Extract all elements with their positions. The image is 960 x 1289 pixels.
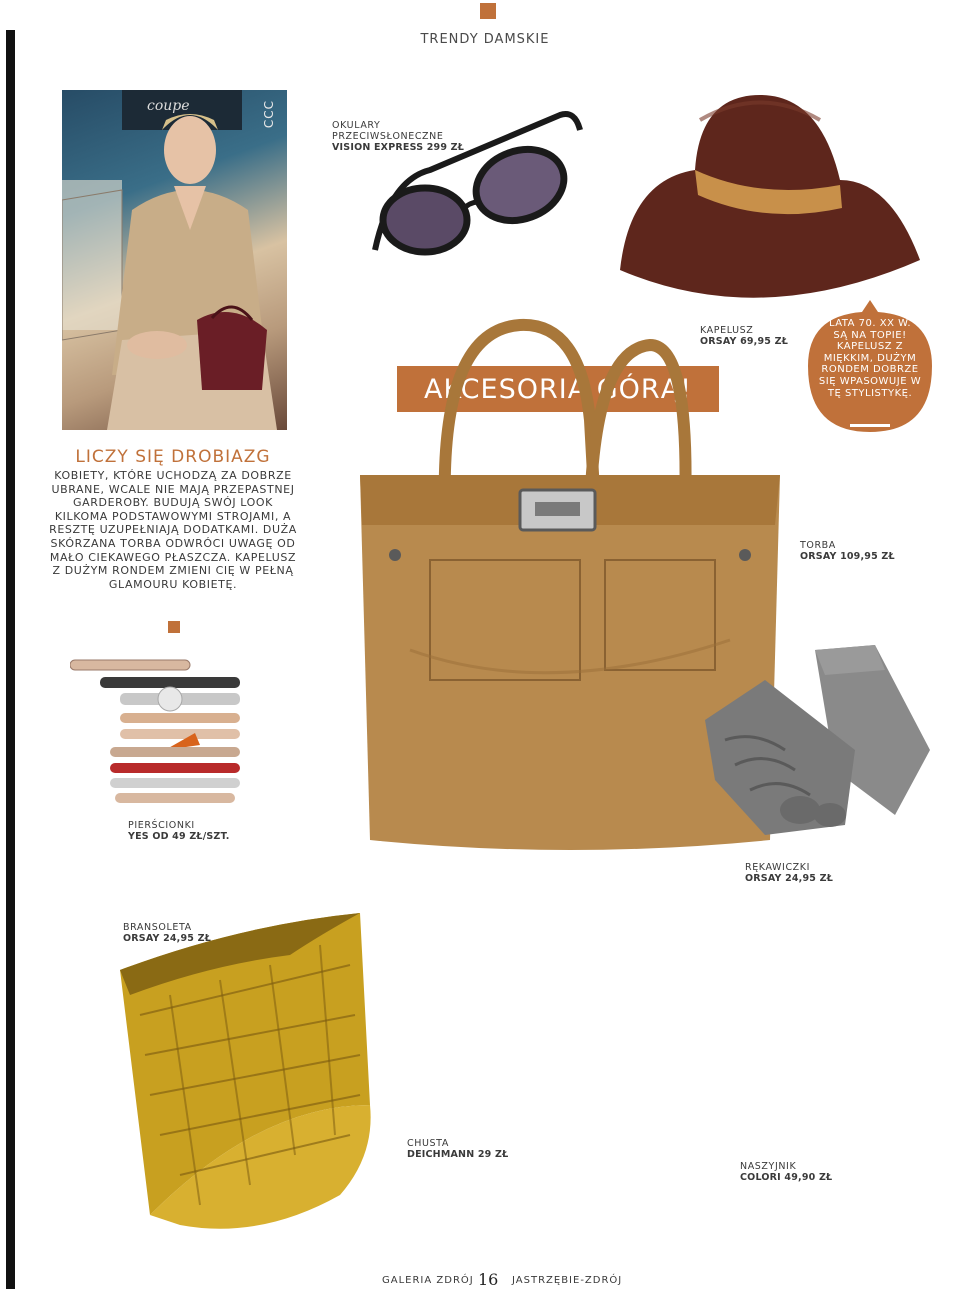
sunglasses-name: OKULARY PRZECIWSŁONECZNE <box>332 120 444 142</box>
bag-price: ORSAY 109,95 ZŁ <box>800 551 895 562</box>
section-title: TRENDY DAMSKIE <box>420 32 550 47</box>
gloves-name: RĘKAWICZKI <box>745 862 811 873</box>
gloves-image <box>695 640 945 845</box>
footer-mall-name: GALERIA ZDRÓJ <box>382 1275 474 1286</box>
rings-price: YES OD 49 ZŁ/SZT. <box>128 831 230 842</box>
page-number: 16 <box>478 1270 499 1289</box>
intro-end-square <box>168 621 180 633</box>
bubble-body: KAPELUSZ Z MIĘKKIM, DUŻYM RONDEM DOBRZE SIĘ WPASOWUJE W TĘ STYLISTYKĘ. <box>818 341 922 399</box>
hat-name: KAPELUSZ <box>700 325 754 336</box>
bubble-line-1: LATA 70. XX W. <box>828 318 912 329</box>
sign-text: coupe <box>147 98 190 114</box>
photo-brand-label: CCC <box>262 100 276 129</box>
hat-image <box>590 90 930 310</box>
scarf-price: DEICHMANN 29 ZŁ <box>407 1149 509 1160</box>
necklace-caption <box>740 1161 850 1183</box>
intro-body: KOBIETY, KTÓRE UCHODZĄ ZA DOBRZE UBRANE, WCALE NIE MAJĄ PRZEPASTNEJ GARDEROBY. BUDUJĄ SWÓJ LOOK KILKOMA PODSTAWOWYMI STROJAMI, A RESZTĘ UZUPEŁNIAJĄ DODATKAMI. DUŻA SKÓRZANA TORBA ODWRÓCI UWAGĘ OD MAŁO CIEKAWEGO PŁASZCZA. KAPELUSZ Z DUŻYM RONDEM ZMIENI CIĘ W PEŁNĄ GLAMOURU KOBIETĘ. <box>49 469 297 591</box>
bag-caption <box>800 540 900 562</box>
rings-name: PIERŚCIONKI <box>128 820 195 831</box>
accent-square <box>480 3 496 19</box>
accessories-banner: AKCESORIA GÓRĄ! <box>397 366 719 412</box>
scarf-caption <box>407 1138 517 1160</box>
intro-block <box>45 447 301 591</box>
bracelet-price: ORSAY 24,95 ZŁ <box>123 933 212 944</box>
necklace-name: NASZYJNIK <box>740 1161 797 1172</box>
left-edge-bar <box>6 30 15 1289</box>
rings-image <box>70 655 245 805</box>
bracelet-name: BRANSOLETA <box>123 922 192 933</box>
sunglasses-image <box>370 110 590 260</box>
model-photo <box>62 90 287 430</box>
intro-title: LICZY SIĘ DROBIAZG <box>75 447 271 467</box>
gloves-price: ORSAY 24,95 ZŁ <box>745 873 834 884</box>
scarf-name: CHUSTA <box>407 1138 449 1149</box>
hat-price: ORSAY 69,95 ZŁ <box>700 336 789 347</box>
bubble-line-2: SĄ NA TOPIE! <box>833 329 907 341</box>
model-illustration <box>62 90 287 430</box>
necklace-price: COLORI 49,90 ZŁ <box>740 1172 833 1183</box>
footer-city: JASTRZĘBIE-ZDRÓJ <box>512 1275 623 1286</box>
bracelet-image <box>110 905 380 1240</box>
gloves-caption <box>745 862 855 884</box>
sunglasses-price: VISION EXPRESS 299 ZŁ <box>332 142 465 153</box>
rings-caption <box>128 820 238 842</box>
bag-name: TORBA <box>800 540 836 551</box>
bubble-text <box>812 318 928 399</box>
